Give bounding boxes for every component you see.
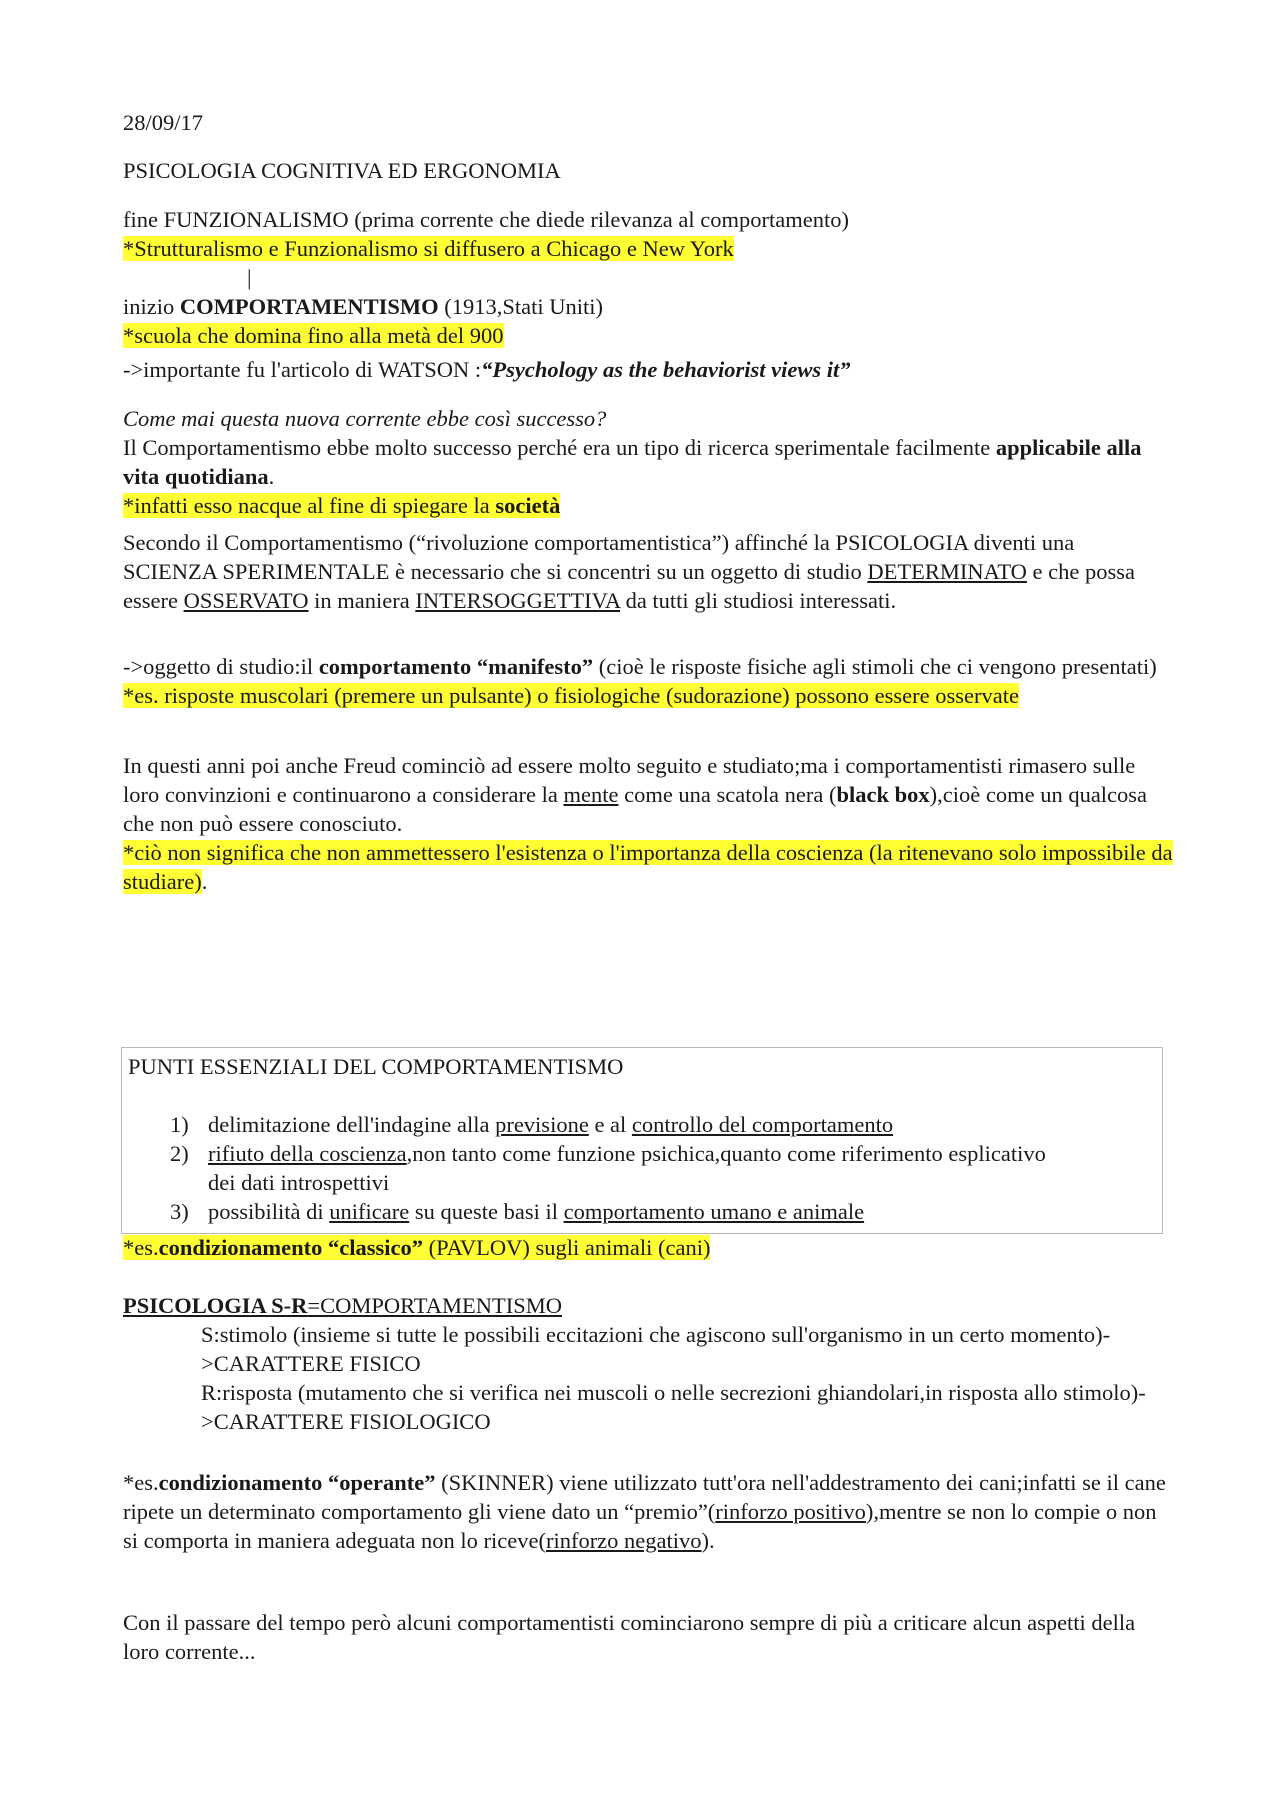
funzionalismo-line: fine FUNZIONALISMO (prima corrente che diede rilevanza al comportamento)	[123, 207, 849, 232]
sr-heading: PSICOLOGIA S-R=COMPORTAMENTISMO	[123, 1293, 562, 1318]
sr-block	[123, 1291, 1173, 1436]
freud-block	[123, 751, 1173, 896]
funzionalismo-block	[123, 205, 1173, 350]
freud-note-line: *ciò non significa che non ammettessero l'esistenza o l'importanza della coscienza (la ritenevano solo impossibile da studiare).	[123, 840, 1173, 894]
secondo-paragraph: Secondo il Comportamentismo (“rivoluzione comportamentistica”) affinché la PSICOLOGIA diventi una SCIENZA SPERIMENTALE è necessario che si concentri su un oggetto di studio DETERMINATO e che possa essere OSSERVATO in maniera INTERSOGGETTIVA da tutti gli studiosi interessati.	[123, 530, 1136, 613]
list-item: 3) possibilità di unificare su queste basi il comportamento umano e animale	[170, 1199, 865, 1224]
oggetto-line: ->oggetto di studio:il comportamento “manifesto” (cioè le risposte fisiche agli stimoli che ci vengono presentati)	[123, 654, 1157, 679]
freud-paragraph: In questi anni poi anche Freud cominciò ad essere molto seguito e studiato;ma i comportamentisti rimasero sulle loro convinzioni e continuarono a considerare la mente come una scatola nera (black box),cioè come un qualcosa che non può essere conosciuto.	[123, 753, 1148, 836]
funzionalismo-note: *Strutturalismo e Funzionalismo si diffusero a Chicago e New York	[123, 236, 734, 261]
list-item: 1) delimitazione dell'indagine alla previsione e al controllo del comportamento	[170, 1112, 894, 1137]
freud-note: *ciò non significa che non ammettessero l'esistenza o l'importanza della coscienza (la ritenevano solo impossibile da studiare)	[123, 840, 1173, 894]
page-title: PSICOLOGIA COGNITIVA ED ERGONOMIA	[123, 158, 561, 183]
watson-line: ->importante fu l'articolo di WATSON :“Psychology as the behaviorist views it”	[123, 357, 851, 382]
success-question: Come mai questa nuova corrente ebbe così successo?	[123, 406, 607, 431]
key-points-title: PUNTI ESSENZIALI DEL COMPORTAMENTISMO	[128, 1054, 624, 1079]
list-item: 2) rifiuto della coscienza,non tanto come funzione psichica,quanto come riferimento esplicativo dei dati introspettivi	[170, 1141, 1046, 1195]
sr-risposta: R:risposta (mutamento che si verifica nei muscoli o nelle secrezioni ghiandolari,in risposta allo stimolo)->CARATTERE FISIOLOGICO	[201, 1380, 1146, 1434]
pavlov-line: *es.condizionamento “classico” (PAVLOV) sugli animali (cani)	[123, 1235, 711, 1260]
skinner-paragraph: *es.condizionamento “operante” (SKINNER) viene utilizzato tutt'ora nell'addestramento dei cani;infatti se il cane ripete un determinato comportamento gli viene dato un “premio”(rinforzo positivo),mentre se non lo compie o non si comporta in maniera adeguata non lo riceve(rinforzo negativo).	[123, 1470, 1166, 1553]
success-block	[123, 404, 1173, 520]
oggetto-block	[123, 652, 1173, 710]
date: 28/09/17	[123, 110, 204, 135]
oggetto-note: *es. risposte muscolari (premere un pulsante) o fisiologiche (sudorazione) possono essere osservate	[123, 683, 1019, 708]
key-points-list	[128, 1110, 1162, 1226]
comportamentismo-note: *scuola che domina fino alla metà del 900	[123, 323, 504, 348]
key-points-box	[121, 1047, 1163, 1234]
closing-paragraph: Con il passare del tempo però alcuni comportamentisti cominciarono sempre di più a criticare alcun aspetti della loro corrente...	[123, 1610, 1136, 1664]
success-answer: Il Comportamentismo ebbe molto successo perché era un tipo di ricerca sperimentale facilmente applicabile alla vita quotidiana.	[123, 435, 1142, 489]
success-note: *infatti esso nacque al fine di spiegare la società	[123, 493, 561, 518]
comportamentismo-line: inizio COMPORTAMENTISMO (1913,Stati Uniti)	[123, 294, 604, 319]
arrow-pipe: |	[247, 265, 252, 290]
sr-stimolo: S:stimolo (insieme si tutte le possibili eccitazioni che agiscono sull'organismo in un certo momento)->CARATTERE FISICO	[201, 1322, 1111, 1376]
